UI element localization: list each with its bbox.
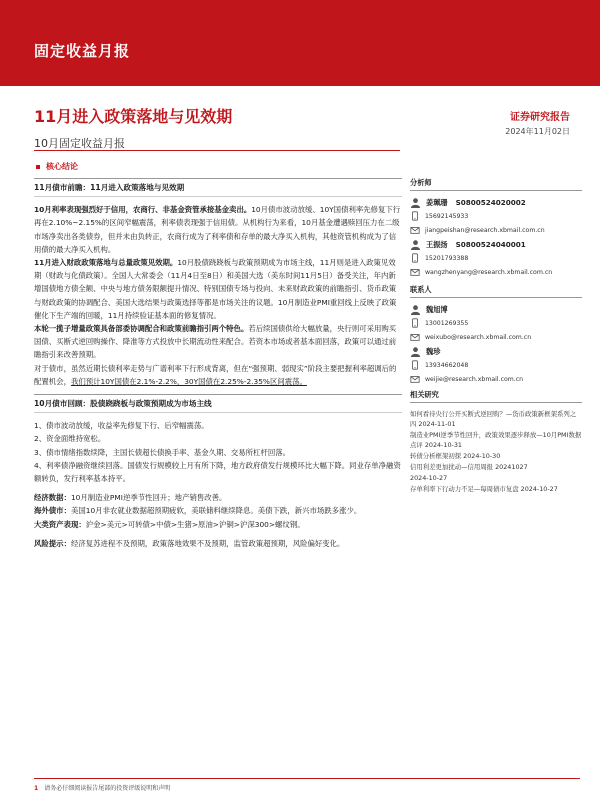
assets-line (34, 518, 402, 531)
phone-icon (410, 360, 420, 370)
analyst-phone (410, 253, 582, 263)
footer (34, 783, 170, 792)
overseas-label: 海外债市： (34, 506, 71, 516)
sidebar (410, 178, 582, 495)
review-item: 4、利率债净融资继续回落。国债发行规模较上月有所下降，地方政府债发行规模环比大幅下降。同业存单净融资额转负，发行利率基本持平。 (34, 460, 401, 484)
related-item[interactable]: 存单利率下行动力不足—每周债市复盘 2024-10-27 (410, 485, 558, 493)
econ-data-line (34, 491, 402, 504)
bullet-icon (36, 165, 40, 169)
phone-icon (410, 253, 420, 263)
analyst-phone-text: 15201793388 (425, 254, 469, 262)
paragraph-4 (34, 362, 402, 388)
analyst-phone-text: 15692145933 (425, 212, 469, 220)
paragraph-1 (34, 203, 402, 256)
analyst-phone (410, 211, 582, 221)
analyst-name: 姜珮珊 (426, 197, 448, 207)
main-content (34, 178, 402, 550)
risk-label: 风险提示： (34, 538, 71, 548)
related-item[interactable]: 转债分析框架初探 2024-10-30 (410, 452, 501, 460)
title-divider (34, 150, 400, 151)
review-item: 1、债市波动放缓，收益率先修复下行、后窄幅震荡。 (34, 421, 209, 431)
contact-phone (410, 360, 582, 370)
person-icon (410, 197, 421, 208)
analyst-entry (410, 239, 582, 250)
contact-phone-text: 13001269355 (425, 319, 469, 327)
mail-icon (410, 267, 420, 277)
section-review-head: 10月债市回顾：股债跷跷板与政策预期成为市场主线 (34, 394, 402, 413)
core-label-text: 核心结论 (46, 162, 78, 171)
paragraph-3-lead: 本轮一揽子增量政策具备部委协调配合和政策前瞻指引两个特色。 (34, 324, 249, 334)
report-type: 证券研究报告 (510, 112, 570, 123)
related-item[interactable]: 制造业PMI逆季节性回升，政策效果逐步释放—10月PMI数据点评 2024-10-31 (410, 431, 582, 449)
paragraph-3 (34, 322, 402, 362)
analyst-email-text[interactable]: wangzhenyang@research.xbmail.com.cn (425, 268, 553, 276)
person-icon (410, 239, 421, 250)
econ-text: 10月制造业PMI逆季节性回升；地产销售改善。 (70, 493, 227, 503)
contact-name: 魏珍 (426, 346, 441, 356)
risk-line (34, 537, 402, 550)
analyst-email[interactable] (410, 225, 582, 235)
analyst-cert: S0800524020002 (455, 198, 526, 207)
related-research (410, 390, 582, 494)
paragraph-4-forecast: 我们预计10Y国债在2.1%-2.2%，30Y国债在2.25%-2.35%区间震荡。 (70, 376, 307, 386)
paragraph-2 (34, 256, 402, 322)
page-number: 1 (34, 785, 39, 792)
contact-entry (410, 346, 582, 357)
footer-divider (34, 778, 580, 779)
paragraph-2-body: 10月股债跷跷板与政策预期成为市场主线，11月则是进入政策见效期（财政与化债政策）。全国人大常委会（11月4日至8日）和美国大选（美东时间11月5日）备受关注，年内新增国债地方债全额、中央与地方债务限额提升情况、特别国债专场与投向、未来财政政策的前瞻指引、货币政策与财政政策的协调配合、美国大选结果与政策选择等都是市场关注的议题。10月制造业PMI重回线上反映了政策催化下生产端的回暖，11月持续验证基本面的修复情况。 (34, 258, 397, 320)
report-main-title: 11月进入政策落地与见效期 (34, 107, 233, 126)
paragraph-3-body: 若后续国债供给大幅放量，央行则可采用购买国债、买断式逆回购操作、降准等方式投放中长期流动性来配合。若资本市场或者基本面回落，政策可以通过前瞻指引来改善预期。 (34, 324, 397, 360)
risk-text: 经济复苏进程不及预期，政策落地效果不及预期，监管政策超预期，风险偏好变化。 (70, 538, 345, 548)
assets-label: 大类资产表现： (34, 519, 86, 529)
person-icon (410, 346, 421, 357)
contact-email-text[interactable]: weixubo@research.xbmail.com.cn (425, 333, 532, 341)
analyst-entry (410, 197, 582, 208)
mail-icon (410, 332, 420, 342)
econ-label: 经济数据： (34, 493, 71, 503)
phone-icon (410, 318, 420, 328)
contact-section-label: 联系人 (410, 285, 582, 298)
paragraph-1-lead: 10月利率表现强烈好于信用，农商行、非基金资管承接基金卖出。 (34, 205, 252, 215)
contact-email[interactable] (410, 374, 582, 384)
footer-notice: 请务必仔细阅读报告尾部的投资评级说明和声明 (44, 785, 171, 792)
header-title: 固定收益月报 (34, 42, 131, 60)
analyst-cert: S0800524040001 (455, 240, 526, 249)
related-section-label: 相关研究 (410, 390, 582, 403)
analyst-section-label: 分析师 (410, 178, 582, 191)
contact-name: 魏旭博 (426, 304, 448, 314)
analyst-email[interactable] (410, 267, 582, 277)
overseas-text: 美国10月非农就业数据超预期疲软，美联储料继续降息。美债下跌，新兴市场跌多涨少。 (70, 506, 362, 516)
mail-icon (410, 374, 420, 384)
report-date: 2024年11月02日 (505, 127, 570, 136)
phone-icon (410, 211, 420, 221)
review-item: 3、债市情绪指数续降，主国长债超长债换手率、基金久期、交易所杠杆回落。 (34, 447, 290, 457)
contact-entry (410, 304, 582, 315)
person-icon (410, 304, 421, 315)
section-outlook-head: 11月债市前瞻：11月进入政策落地与见效期 (34, 178, 402, 197)
analyst-name: 王振扬 (426, 239, 448, 249)
related-item[interactable]: 信用利差更加扰动—信用周报 20241027 (410, 463, 528, 471)
contact-email[interactable] (410, 332, 582, 342)
overseas-line (34, 504, 402, 517)
analyst-email-text[interactable]: jiangpeishan@research.xbmail.com.cn (425, 226, 545, 234)
paragraph-2-lead: 11月进入财政政策落地与总量政策见效期。 (34, 258, 178, 268)
related-item[interactable]: 如何看待央行公开买断式逆回购？—货币政策新框架系列之四 2024-11-01 (410, 410, 577, 428)
report-sub-title: 10月固定收益月报 (34, 137, 125, 150)
paragraph-4-body: 对于债市，虽然近期长债利率走势与广谱利率下行形成背离，但在“强预期、弱现实”阶段主要把握利率超调后的配置机会， (34, 363, 397, 386)
contact-email-text[interactable]: weijie@research.xbmail.com.cn (425, 375, 524, 383)
contact-phone (410, 318, 582, 328)
mail-icon (410, 225, 420, 235)
paragraph-1-body: 10月债市波动放缓、10Y国债利率先修复下行再在2.10%~2.15%的区间窄幅震荡，利率债表现强于信用债。从机构行为来看，10月基金遭遇赎回压力在二级市场净卖出各类债券，但并未由负转正，农商行成为了利率债和存单的最大净买入机构，其他资管机构成为了信用债的最大净买入机构。 (34, 205, 401, 254)
related-item[interactable]: 2024-10-27 (410, 474, 448, 482)
review-item: 2、资金面维持宽松。 (34, 434, 106, 444)
contact-phone-text: 13934662048 (425, 361, 469, 369)
header-band (0, 0, 600, 86)
assets-text: 沪金>美元>可转债>中债>生猪>原油>沪铜>沪深300>螺纹钢。 (85, 519, 305, 529)
core-conclusion-label (36, 161, 78, 172)
